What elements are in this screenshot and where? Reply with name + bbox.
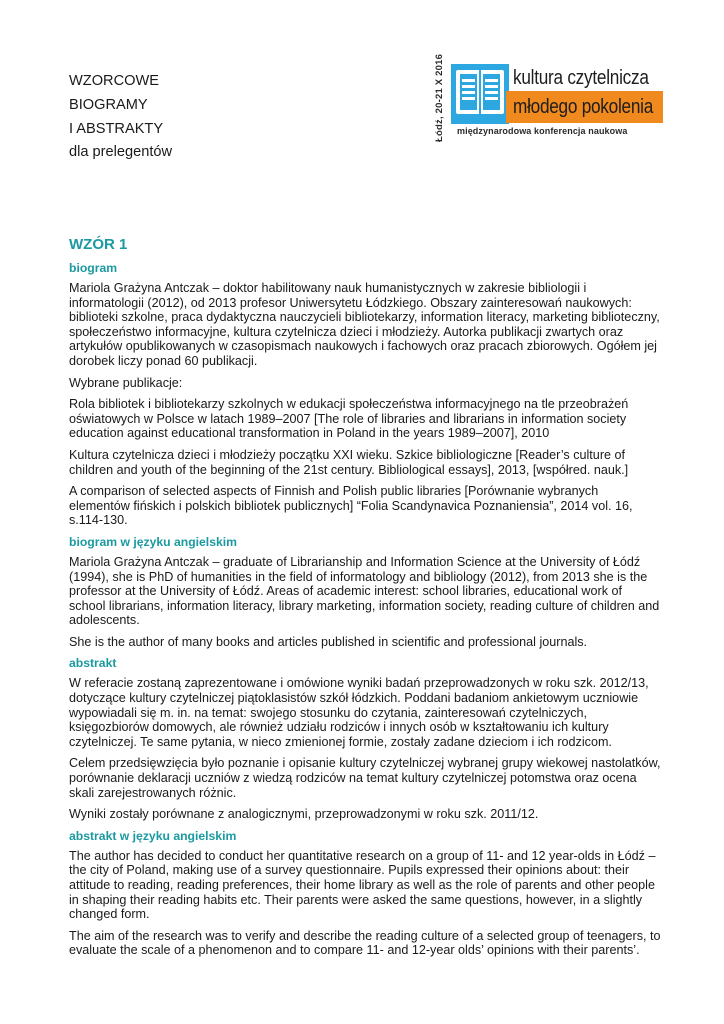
bio-en-heading: biogram w języku angielskim bbox=[69, 534, 237, 549]
open-book-icon bbox=[451, 64, 509, 124]
abstract-paragraph: Celem przedsięwzięcia było poznanie i opisanie kultury czytelniczej wybranej grupy wiekowej nastolatków, porównanie deklaracji uczniów z wiedzą rodziców na temat kultury czytelniczej potomstwa oraz ocena skali zarejestrowanych różnic. bbox=[69, 756, 661, 800]
logo-date-vertical bbox=[434, 53, 448, 142]
document-header bbox=[69, 70, 172, 165]
abstract-heading: abstrakt bbox=[69, 656, 117, 671]
conference-logo bbox=[434, 53, 662, 148]
logo-title-line-1: kultura czytelnicza bbox=[513, 67, 649, 89]
logo-date-text: Łódź, 20-21 X 2016 bbox=[434, 53, 445, 142]
logo-subtitle: międzynarodowa konferencja naukowa bbox=[457, 126, 628, 136]
bio-paragraph: Kultura czytelnicza dzieci i młodzieży początku XXI wieku. Szkice bibliologiczne [Reader’s culture of children and youth of the beginning of the 21st century. Bibliological essays], 2013, [współred. nauk.] bbox=[69, 447, 629, 477]
bio-heading: biogram bbox=[69, 261, 118, 275]
bio-en-paragraph: She is the author of many books and articles published in scientific and professional journals. bbox=[69, 634, 588, 649]
bio-paragraph: Mariola Grażyna Antczak – doktor habilitowany nauk humanistycznych w zakresie bibliologii i informatologii (2012), od 2013 profesor Uniwersytetu Łódzkiego. Obszary zainteresowań naukowych: biblioteki szkolne, praca dydaktyczna nauczycieli bibliotekarzy, information literacy, marketing biblioteczny, społeczeństwo informacyjne, kultura czytelnicza dzieci i młodzieży. Autorka publikacji zwartych oraz artykułów opublikowanych w czasopismach naukowych i fachowych oraz pracach zbiorowych. Ogółem jej dorobek liczy ponad 60 publikacji. bbox=[69, 281, 660, 368]
abstract-en-paragraph: The author has decided to conduct her quantitative research on a group of 11- and 12 year-olds in Łódź – the city of Poland, making use of a survey questionnaire. Pupils expressed their opinions about: their attitude to reading, reading preferences, their home library as well as the role of parents and other people in shaping their reading habits etc. Their parents were asked the same questions, however, in a slightly changed form. bbox=[69, 848, 656, 922]
abstract-paragraph: W referacie zostaną zaprezentowane i omówione wyniki badań przeprowadzonych w roku szk. 2012/13, dotyczące kultury czytelniczej piątoklasistów szkół łódzkich. Poddani badaniom ankietowym uczniowie wypowiadali się m. in. na temat: swojego stosunku do czytania, zainteresowań czytelniczych, księgozbiorów domowych, ale również udziału rodziców i innych osób w kształtowaniu ich kultury czytelniczej. Te same pytania, w nieco zmienionej formie, zostały zadane dzieciom i ich rodzicom. bbox=[69, 676, 649, 749]
bio-en-paragraph: Mariola Grażyna Antczak – graduate of Librarianship and Information Science at the University of Łódź (1994), she is PhD of humanities in the field of informatology and bibliology (2012), from 2013 she is the professor at the University of Łódź. Areas of academic interest: school libraries, educational work of school librarians, information literacy, library marketing, information society, reading culture of children and adolescents. bbox=[69, 554, 660, 628]
section-heading: WZÓR 1 bbox=[69, 236, 128, 253]
bio-paragraph: A comparison of selected aspects of Finnish and Polish public libraries [Porównanie wybranych elementów fińskich i polskich bibliotek publicznych] “Folia Scandynavica Poznaniensia”, 2014 vol. 16, s.114-130. bbox=[69, 484, 633, 528]
header-line-1: WZORCOWE bbox=[69, 73, 159, 89]
abstract-paragraph: Wyniki zostały porównane z analogicznymi, przeprowadzonymi w roku szk. 2011/12. bbox=[69, 807, 539, 822]
header-line-2: BIOGRAMY bbox=[69, 96, 148, 113]
abstract-en-heading: abstrakt w języku angielskim bbox=[69, 828, 237, 843]
bio-paragraph: Rola bibliotek i bibliotekarzy szkolnych w edukacji społeczeństwa informacyjnego na tle przeobrażeń oświatowych w Polsce w latach 1989–2007 [The role of libraries and librarians in information society education against educational transformation in Poland in the years 1989–2007], 2010 bbox=[69, 397, 629, 441]
header-line-4: dla prelegentów bbox=[69, 144, 173, 161]
logo-title-line-2: młodego pokolenia bbox=[513, 96, 654, 118]
abstract-en-paragraph: The aim of the research was to verify and describe the reading culture of a selected group of teenagers, to evaluate the scale of a phenomenon and to compare 11- and 12-year olds’ opinions with their parents’. bbox=[69, 928, 661, 958]
header-line-3: I ABSTRAKTY bbox=[69, 120, 164, 137]
document-body bbox=[69, 236, 661, 965]
bio-paragraph: Wybrane publikacje: bbox=[69, 375, 183, 390]
